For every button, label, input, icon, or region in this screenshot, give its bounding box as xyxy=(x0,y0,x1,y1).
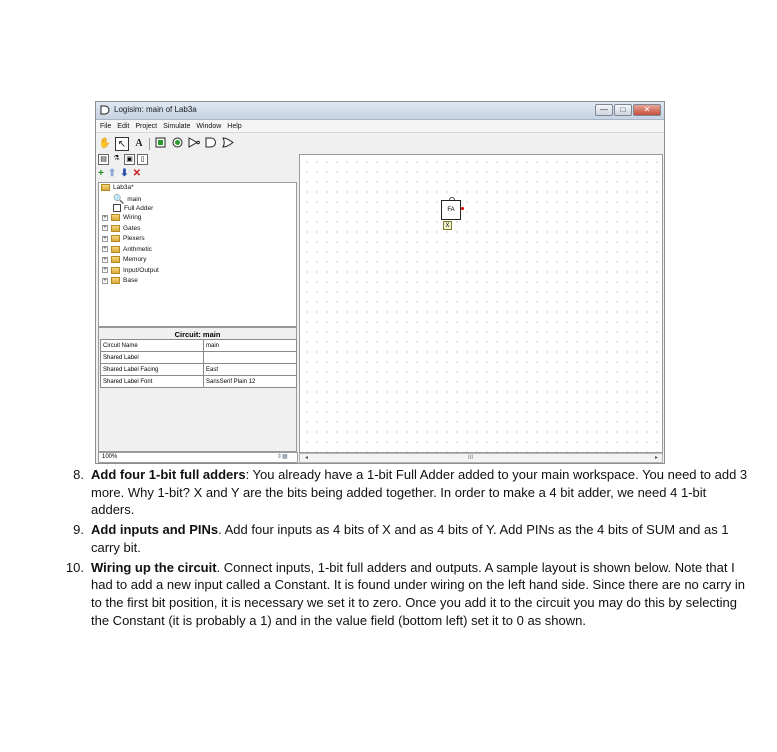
attribute-name: Shared Label Facing xyxy=(101,364,204,376)
main-toolbar xyxy=(98,136,235,152)
minimize-button[interactable]: — xyxy=(595,104,613,116)
tree-library-arithmetic[interactable] xyxy=(102,246,152,253)
add-circuit-plus-icon[interactable]: + xyxy=(98,168,104,179)
edit-appearance-icon[interactable]: ▯ xyxy=(137,154,148,165)
menu-window[interactable]: Window xyxy=(196,123,222,130)
library-label: Input/Output xyxy=(123,266,159,274)
tree-library-gates[interactable] xyxy=(102,225,140,232)
scroll-right-arrow-icon[interactable]: ▸ xyxy=(654,455,658,461)
expand-plus-icon[interactable]: + xyxy=(103,277,107,284)
step-text: : You already have a 1-bit Full Adder added to your main workspace. You need to add 3 more. Why 1-bit? X and Y are the bits being added together. In order to make a 4 bit adder, we need 4 1-bit adders. xyxy=(91,467,748,518)
folder-icon xyxy=(111,246,120,253)
project-explorer xyxy=(98,182,297,327)
step-number: 9. xyxy=(73,522,84,538)
step-text: . Add four inputs as 4 bits of X and as 4 bits of Y. Add PINs as the 4 bits of SUM and as 1 carry bit. xyxy=(91,522,729,555)
zoom-level[interactable]: 100% xyxy=(98,452,298,463)
input-pin-icon[interactable] xyxy=(153,137,167,151)
output-pin-icon[interactable] xyxy=(170,137,184,151)
folder-icon xyxy=(111,256,120,263)
move-up-arrow-icon[interactable]: ⬆ xyxy=(107,168,117,179)
delete-circuit-x-icon[interactable]: ✕ xyxy=(132,168,142,179)
folder-icon xyxy=(111,214,120,221)
attribute-name: Shared Label xyxy=(101,352,204,364)
tree-circuit-full-adder[interactable] xyxy=(113,204,153,212)
circuit-icon xyxy=(113,204,121,212)
attribute-value[interactable]: SansSerif Plain 12 xyxy=(204,376,297,388)
attribute-name: Circuit Name xyxy=(101,340,204,352)
attribute-row xyxy=(101,376,297,388)
horizontal-scrollbar[interactable] xyxy=(299,453,663,463)
tree-library-base[interactable] xyxy=(102,277,138,284)
tree-project[interactable] xyxy=(101,184,134,191)
menu-help[interactable]: Help xyxy=(227,123,242,130)
tree-library-wiring[interactable] xyxy=(102,214,141,221)
simulation-view-icon[interactable]: ⚗ xyxy=(113,155,120,162)
library-label: Base xyxy=(123,277,138,284)
full-adder-component[interactable]: FA xyxy=(441,200,461,220)
component-output-port xyxy=(461,207,464,210)
move-down-arrow-icon[interactable]: ⬇ xyxy=(120,168,129,179)
attribute-panel xyxy=(98,327,297,452)
poke-tool-hand-icon[interactable]: ✋ xyxy=(98,138,112,149)
project-name: Lab3a* xyxy=(113,184,134,191)
expand-plus-icon[interactable]: + xyxy=(103,235,107,242)
expand-plus-icon[interactable]: + xyxy=(103,246,107,252)
menu-edit[interactable]: Edit xyxy=(117,123,130,130)
or-gate-icon[interactable] xyxy=(221,137,235,151)
circuit-label: Full Adder xyxy=(124,204,154,212)
library-label: Gates xyxy=(123,224,141,232)
tree-library-input-output[interactable] xyxy=(102,267,159,274)
attribute-value[interactable]: main xyxy=(204,340,297,352)
library-label: Arithmetic xyxy=(123,245,152,253)
expand-plus-icon[interactable]: + xyxy=(103,225,107,231)
explorer-toolbar xyxy=(98,154,148,167)
instruction-step xyxy=(60,466,750,519)
expand-plus-icon[interactable]: + xyxy=(103,256,107,263)
zoom-spinner-icon[interactable]: ⇕▦ xyxy=(277,454,288,460)
tree-library-memory[interactable] xyxy=(102,256,146,263)
expand-plus-icon[interactable]: + xyxy=(103,214,107,221)
instruction-list xyxy=(60,466,750,631)
attribute-row xyxy=(101,340,297,352)
step-heading: Add four 1-bit full adders xyxy=(91,467,246,482)
component-label-x: X xyxy=(443,221,452,230)
maximize-button[interactable]: □ xyxy=(614,104,632,116)
circuit-label: main xyxy=(127,196,142,203)
menu-bar xyxy=(96,120,664,133)
window-title: Logisim: main of Lab3a xyxy=(114,105,197,114)
instruction-step xyxy=(60,559,750,630)
not-gate-icon[interactable] xyxy=(187,137,201,151)
tree-library-plexers[interactable] xyxy=(102,235,145,242)
toolbox-view-icon[interactable]: ▤ xyxy=(98,154,109,165)
select-tool-arrow-icon[interactable]: ↖ xyxy=(115,137,129,151)
text-tool-icon[interactable]: A xyxy=(135,138,143,149)
folder-icon xyxy=(101,184,110,191)
step-text: . Connect inputs, 1-bit full adders and outputs. A sample layout is shown below. Note that I had to add a new input called a Constant. It is found under wiring on the left hand side. Since there are no carry in to the first bit position, it is necessary we set it to zero. Once you add it to the circuit you may do this by selecting the Constant (it is probably a 1) and in the value field (bottom left) set it to 0 as shown. xyxy=(91,559,746,628)
scroll-grip[interactable]: III xyxy=(468,455,474,461)
attribute-value[interactable]: East xyxy=(204,364,297,376)
folder-icon xyxy=(111,267,120,274)
and-gate-icon[interactable] xyxy=(204,137,218,151)
magnifier-icon: 🔍 xyxy=(113,194,125,204)
folder-icon xyxy=(111,277,120,284)
menu-file[interactable]: File xyxy=(100,123,112,130)
menu-simulate[interactable]: Simulate xyxy=(163,123,191,130)
library-label: Memory xyxy=(123,256,147,263)
toolbar-separator xyxy=(149,138,150,150)
library-label: Wiring xyxy=(123,214,142,221)
step-number: 8. xyxy=(73,467,84,482)
edit-layout-icon[interactable]: ▣ xyxy=(124,154,135,165)
expand-plus-icon[interactable]: + xyxy=(103,267,107,273)
logisim-window xyxy=(95,101,665,464)
logisim-app-icon xyxy=(100,105,110,115)
window-controls xyxy=(595,104,661,116)
circuit-canvas[interactable] xyxy=(299,154,663,453)
attribute-value[interactable] xyxy=(204,352,297,364)
attribute-name: Shared Label Font xyxy=(101,376,204,388)
menu-project[interactable]: Project xyxy=(135,123,158,130)
title-bar xyxy=(96,102,664,120)
step-number: 10. xyxy=(65,559,84,575)
library-label: Plexers xyxy=(123,235,145,242)
attribute-table xyxy=(100,339,297,388)
attribute-panel-title: Circuit: main xyxy=(174,330,221,339)
folder-icon xyxy=(111,225,120,232)
instruction-step xyxy=(60,521,750,556)
attribute-row xyxy=(101,364,297,376)
attribute-row xyxy=(101,352,297,364)
project-toolbar xyxy=(98,168,141,180)
scroll-left-arrow-icon[interactable]: ◂ xyxy=(305,455,309,461)
step-heading: Add inputs and PINs xyxy=(91,522,219,538)
step-heading: Wiring up the circuit xyxy=(91,559,217,575)
folder-icon xyxy=(111,235,120,242)
close-button[interactable]: ✕ xyxy=(633,104,661,116)
